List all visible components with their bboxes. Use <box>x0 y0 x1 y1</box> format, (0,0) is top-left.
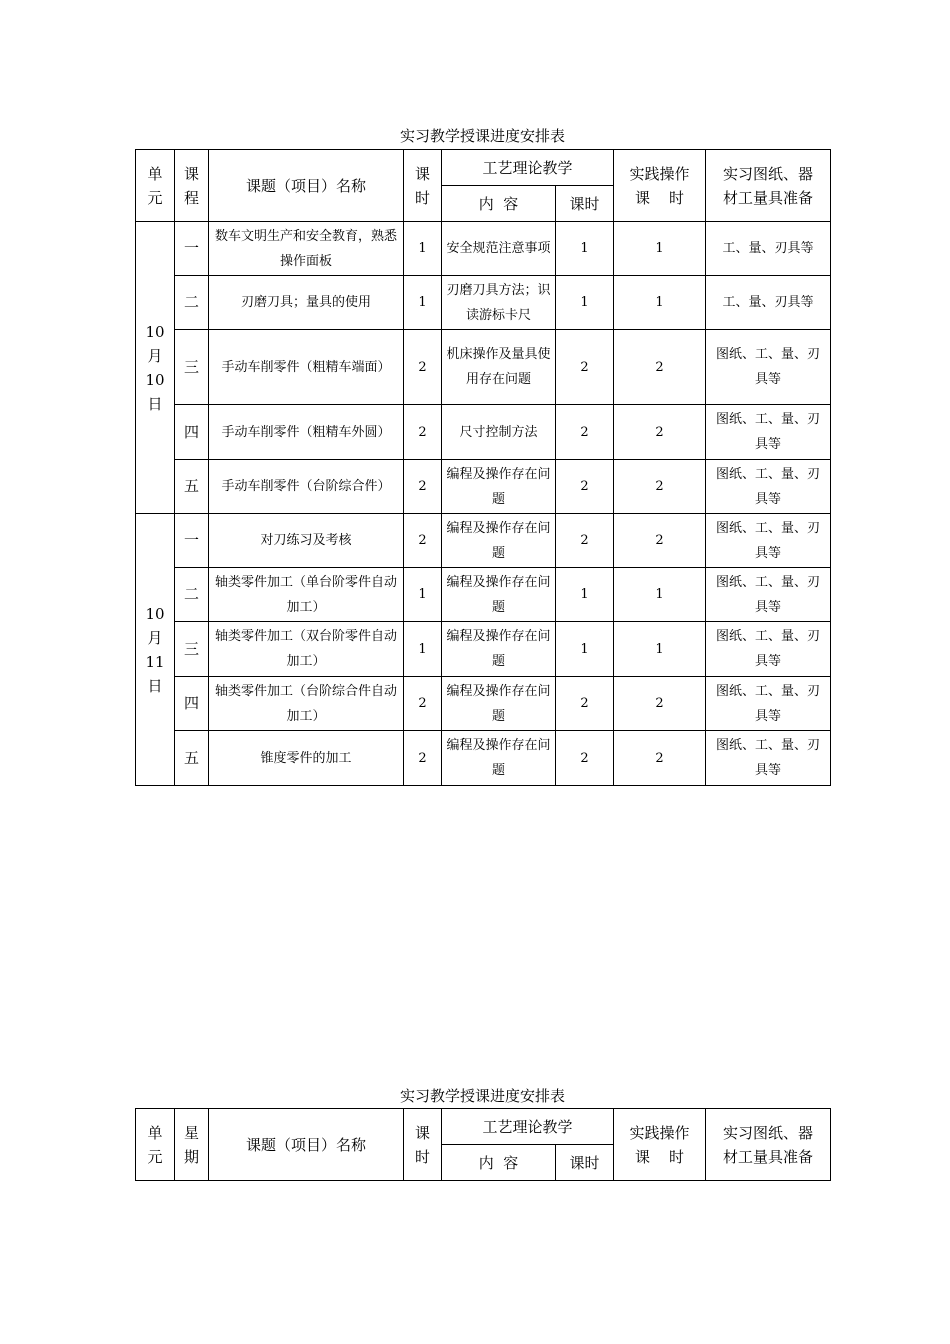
theory-hours-cell: 2 <box>556 677 614 731</box>
unit-date-cell: 10 月 11 日 <box>136 514 175 786</box>
table-row <box>136 405 831 460</box>
prep-cell: 图纸、工、量、刃具等 <box>706 330 831 405</box>
header-theory: 工艺理论教学 <box>442 1109 614 1145</box>
content-cell: 编程及操作存在问题 <box>442 514 556 568</box>
content-cell: 机床操作及量具使用存在问题 <box>442 330 556 405</box>
content-cell: 编程及操作存在问题 <box>442 622 556 677</box>
table-row <box>136 568 831 622</box>
theory-hours-cell: 2 <box>556 405 614 460</box>
prep-cell: 图纸、工、量、刃具等 <box>706 622 831 677</box>
prep-cell: 工、量、刃具等 <box>706 222 831 276</box>
theory-hours-cell: 2 <box>556 330 614 405</box>
theory-hours-cell: 1 <box>556 622 614 677</box>
content-cell: 编程及操作存在问题 <box>442 677 556 731</box>
lesson-no: 二 <box>175 276 209 330</box>
content-cell: 刃磨刀具方法；识读游标卡尺 <box>442 276 556 330</box>
practice-hours-cell: 2 <box>614 330 706 405</box>
lesson-no: 三 <box>175 330 209 405</box>
lesson-no: 五 <box>175 731 209 786</box>
practice-hours-cell: 2 <box>614 514 706 568</box>
topic-cell: 轴类零件加工（单台阶零件自动加工） <box>209 568 404 622</box>
header-lesson: 课 程 <box>175 150 209 222</box>
header-row <box>136 150 831 186</box>
prep-cell: 图纸、工、量、刃具等 <box>706 460 831 514</box>
header-hours: 课 时 <box>404 150 442 222</box>
hours-cell: 2 <box>404 330 442 405</box>
table-row <box>136 731 831 786</box>
table-caption: 实习教学授课进度安排表 <box>399 127 565 145</box>
hours-cell: 2 <box>404 405 442 460</box>
topic-cell: 对刀练习及考核 <box>209 514 404 568</box>
hours-cell: 2 <box>404 460 442 514</box>
lesson-no: 四 <box>175 405 209 460</box>
content-cell: 编程及操作存在问题 <box>442 568 556 622</box>
header-theory-content: 内 容 <box>442 1145 556 1181</box>
header-unit: 单 元 <box>136 150 175 222</box>
lesson-no: 二 <box>175 568 209 622</box>
topic-cell: 轴类零件加工（台阶综合件自动加工） <box>209 677 404 731</box>
prep-cell: 图纸、工、量、刃具等 <box>706 677 831 731</box>
table-row <box>136 222 831 276</box>
content-cell: 尺寸控制方法 <box>442 405 556 460</box>
prep-cell: 图纸、工、量、刃具等 <box>706 731 831 786</box>
table-row <box>136 677 831 731</box>
hours-cell: 2 <box>404 514 442 568</box>
theory-hours-cell: 2 <box>556 731 614 786</box>
header-theory-content: 内 容 <box>442 186 556 222</box>
header-weekday: 星 期 <box>175 1109 209 1181</box>
header-hours: 课 时 <box>404 1109 442 1181</box>
table-row <box>136 460 831 514</box>
lesson-no: 四 <box>175 677 209 731</box>
hours-cell: 1 <box>404 622 442 677</box>
lesson-no: 一 <box>175 514 209 568</box>
table-caption: 实习教学授课进度安排表 <box>399 1087 565 1105</box>
header-practice: 实践操作 课 时 <box>614 150 706 222</box>
topic-cell: 轴类零件加工（双台阶零件自动加工） <box>209 622 404 677</box>
topic-cell: 刃磨刀具；量具的使用 <box>209 276 404 330</box>
topic-cell: 手动车削零件（粗精车外圆） <box>209 405 404 460</box>
practice-hours-cell: 2 <box>614 731 706 786</box>
theory-hours-cell: 2 <box>556 514 614 568</box>
theory-hours-cell: 1 <box>556 568 614 622</box>
content-cell: 编程及操作存在问题 <box>442 460 556 514</box>
practice-hours-cell: 1 <box>614 222 706 276</box>
topic-cell: 手动车削零件（粗精车端面） <box>209 330 404 405</box>
table-row <box>136 276 831 330</box>
lesson-no: 三 <box>175 622 209 677</box>
header-topic: 课题（项目）名称 <box>209 150 404 222</box>
content-cell: 安全规范注意事项 <box>442 222 556 276</box>
practice-hours-cell: 2 <box>614 677 706 731</box>
practice-hours-cell: 1 <box>614 622 706 677</box>
topic-cell: 手动车削零件（台阶综合件） <box>209 460 404 514</box>
hours-cell: 1 <box>404 222 442 276</box>
hours-cell: 1 <box>404 568 442 622</box>
header-unit: 单 元 <box>136 1109 175 1181</box>
header-row <box>136 1109 831 1145</box>
header-theory-hours: 课时 <box>556 186 614 222</box>
header-prep: 实习图纸、器 材工量具准备 <box>706 1109 831 1181</box>
header-prep: 实习图纸、器 材工量具准备 <box>706 150 831 222</box>
lesson-no: 五 <box>175 460 209 514</box>
schedule-table <box>135 149 831 786</box>
hours-cell: 2 <box>404 677 442 731</box>
theory-hours-cell: 1 <box>556 276 614 330</box>
header-theory: 工艺理论教学 <box>442 150 614 186</box>
practice-hours-cell: 2 <box>614 460 706 514</box>
topic-cell: 数车文明生产和安全教育，熟悉操作面板 <box>209 222 404 276</box>
lesson-no: 一 <box>175 222 209 276</box>
prep-cell: 工、量、刃具等 <box>706 276 831 330</box>
table-row <box>136 622 831 677</box>
topic-cell: 锥度零件的加工 <box>209 731 404 786</box>
unit-date-cell: 10 月 10 日 <box>136 222 175 514</box>
table-row <box>136 514 831 568</box>
header-practice: 实践操作 课 时 <box>614 1109 706 1181</box>
theory-hours-cell: 1 <box>556 222 614 276</box>
hours-cell: 1 <box>404 276 442 330</box>
table-row <box>136 330 831 405</box>
hours-cell: 2 <box>404 731 442 786</box>
theory-hours-cell: 2 <box>556 460 614 514</box>
header-theory-hours: 课时 <box>556 1145 614 1181</box>
content-cell: 编程及操作存在问题 <box>442 731 556 786</box>
prep-cell: 图纸、工、量、刃具等 <box>706 568 831 622</box>
prep-cell: 图纸、工、量、刃具等 <box>706 405 831 460</box>
practice-hours-cell: 1 <box>614 276 706 330</box>
schedule-table-2 <box>135 1108 831 1181</box>
practice-hours-cell: 2 <box>614 405 706 460</box>
practice-hours-cell: 1 <box>614 568 706 622</box>
prep-cell: 图纸、工、量、刃具等 <box>706 514 831 568</box>
header-topic: 课题（项目）名称 <box>209 1109 404 1181</box>
